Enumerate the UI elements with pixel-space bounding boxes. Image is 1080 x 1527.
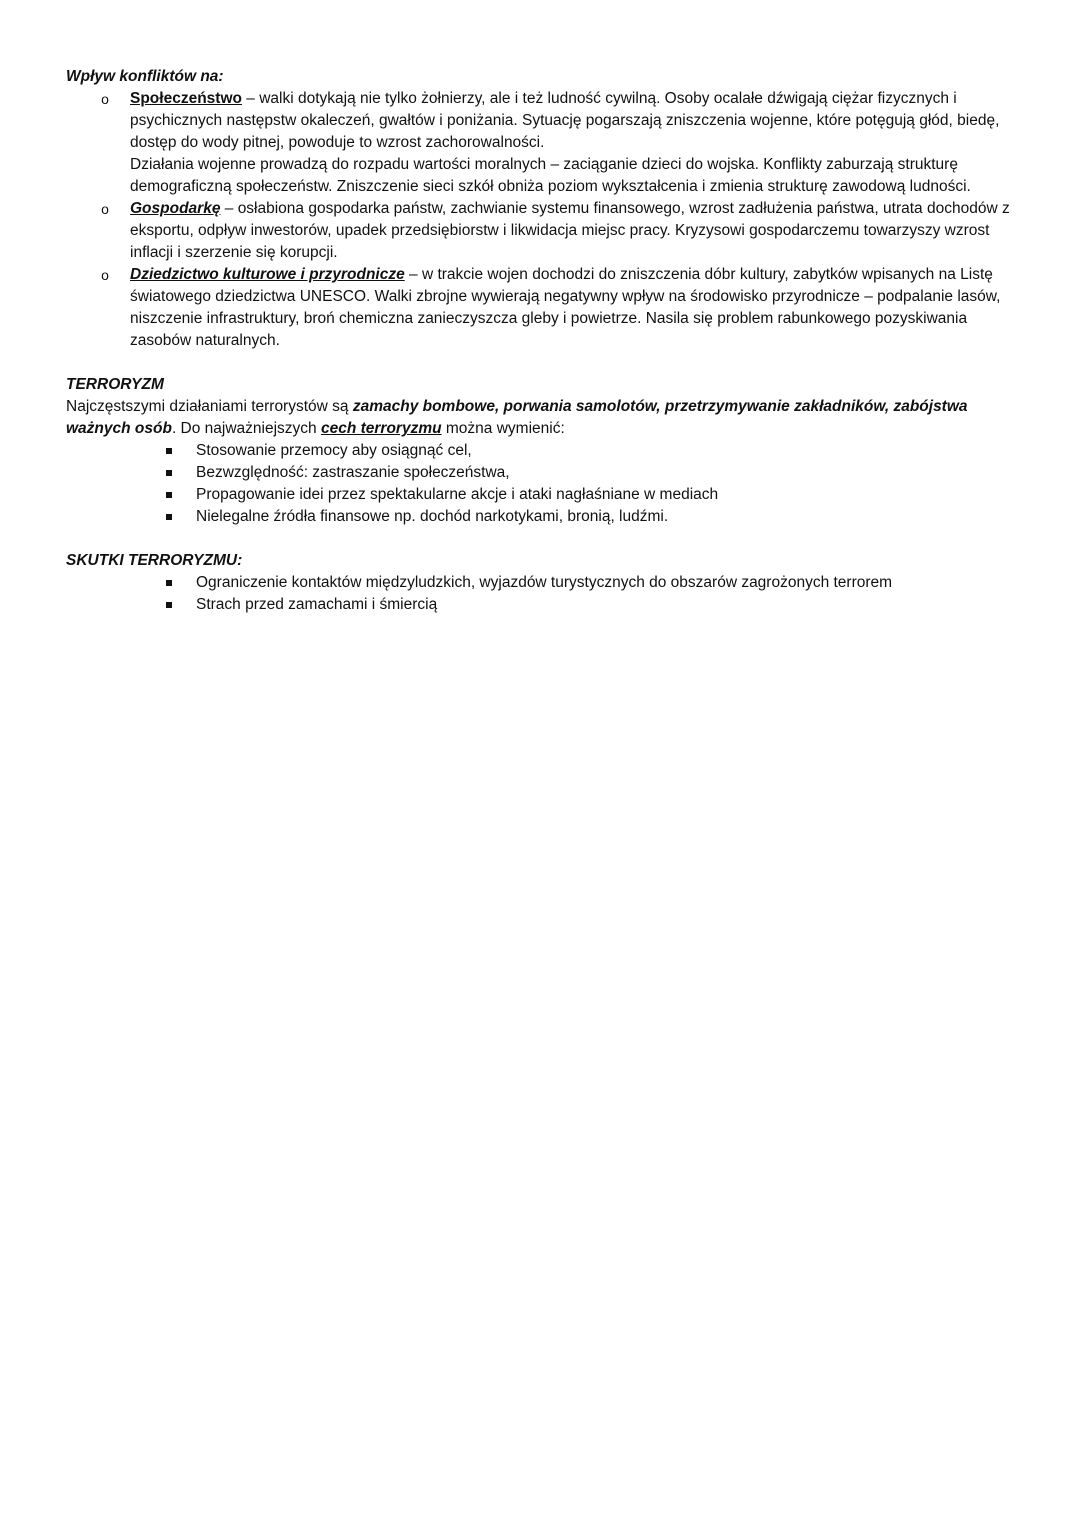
impact-text-society-2: Działania wojenne prowadzą do rozpadu wartości moralnych – zaciąganie dzieci do wojska. Konflikty zaburzają strukturę demograficzną społeczeństw. Zniszczenie sieci szkół obniża poziom wykształcenia i zmienia strukturę zawodową ludności. <box>130 156 971 195</box>
circle-bullet-icon: o <box>101 91 109 107</box>
square-bullet-icon <box>166 492 172 498</box>
document-content <box>66 66 1016 616</box>
terrorism-features-list <box>66 440 1016 528</box>
impact-term-society: Społeczeństwo <box>130 90 242 107</box>
list-item <box>66 440 1016 462</box>
effects-heading: SKUTKI TERRORYZMU: <box>66 552 243 569</box>
impact-dash: – <box>220 200 238 217</box>
impact-text-society-1: walki dotykają nie tylko żołnierzy, ale i też ludność cywilną. Osoby ocalałe dźwigają ciężar fizycznych i psychicznych następstw okaleczeń, gwałtów i poniżania. Sytuację pogarszają zniszczenia wojenne, które potęgują głód, biedę, dostęp do wody pitnej, powoduje to wzrost zachorowalności. <box>130 90 1000 151</box>
square-bullet-icon <box>166 448 172 454</box>
list-item <box>66 594 1016 616</box>
terrorism-intro-part2: . Do najważniejszych <box>171 420 321 437</box>
impact-text-economy: osłabiona gospodarka państw, zachwianie systemu finansowego, wzrost zadłużenia państwa, utrata dochodów z eksportu, odpływ inwestorów, upadek przedsiębiorstw i likwidacja miejsc pracy. Kryzysowi gospodarczemu towarzyszy wzrost inflacji i szerzenie się korupcji. <box>130 200 1010 261</box>
terrorism-intro-part1: Najczęstszymi działaniami terrorystów są <box>66 398 353 415</box>
square-bullet-icon <box>166 580 172 586</box>
square-bullet-icon <box>166 470 172 476</box>
list-item <box>66 462 1016 484</box>
impact-item-society <box>66 88 1016 198</box>
feature-text: Stosowanie przemocy aby osiągnąć cel, <box>196 442 472 459</box>
impact-heading: Wpływ konfliktów na: <box>66 68 224 85</box>
feature-text: Bezwzględność: zastraszanie społeczeństwa, <box>196 464 510 481</box>
square-bullet-icon <box>166 602 172 608</box>
effect-text: Strach przed zamachami i śmiercią <box>196 596 438 613</box>
effect-text: Ograniczenie kontaktów międzyludzkich, wyjazdów turystycznych do obszarów zagrożonych terrorem <box>196 574 893 591</box>
square-bullet-icon <box>166 514 172 520</box>
terrorism-heading: TERRORYZM <box>66 376 164 393</box>
terrorism-intro-part3: można wymienić: <box>441 420 565 437</box>
impact-dash: – <box>404 266 422 283</box>
terrorism-intro-term: cech terroryzmu <box>320 420 442 437</box>
list-item <box>66 572 1016 594</box>
effects-section <box>66 550 1016 616</box>
impact-list <box>66 88 1016 352</box>
terrorism-section <box>66 374 1016 528</box>
impact-dash: – <box>241 90 260 107</box>
terrorism-intro-actions: zamachy bombowe, porwania samolotów, przetrzymywanie zakładników, zabójstwa ważnych osób <box>66 398 968 437</box>
list-item <box>66 484 1016 506</box>
circle-bullet-icon: o <box>101 201 109 217</box>
impact-term-economy: Gospodarkę <box>130 200 221 217</box>
impact-term-heritage: Dziedzictwo kulturowe i przyrodnicze <box>130 266 405 283</box>
impact-item-heritage <box>66 264 1016 352</box>
list-item <box>66 506 1016 528</box>
feature-text: Propagowanie idei przez spektakularne akcje i ataki nagłaśniane w mediach <box>196 486 719 503</box>
terrorism-intro <box>66 396 1016 440</box>
circle-bullet-icon: o <box>101 267 109 283</box>
impact-item-economy <box>66 198 1016 264</box>
impact-text-heritage: w trakcie wojen dochodzi do zniszczenia dóbr kultury, zabytków wpisanych na Listę światowego dziedzictwa UNESCO. Walki zbrojne wywierają negatywny wpływ na środowisko przyrodnicze – podpalanie lasów, niszczenie infrastruktury, broń chemiczna zanieczyszcza gleby i powietrze. Nasila się problem rabunkowego pozyskiwania zasobów naturalnych. <box>130 266 1001 349</box>
feature-text: Nielegalne źródła finansowe np. dochód narkotykami, bronią, ludźmi. <box>196 508 669 525</box>
effects-list <box>66 572 1016 616</box>
